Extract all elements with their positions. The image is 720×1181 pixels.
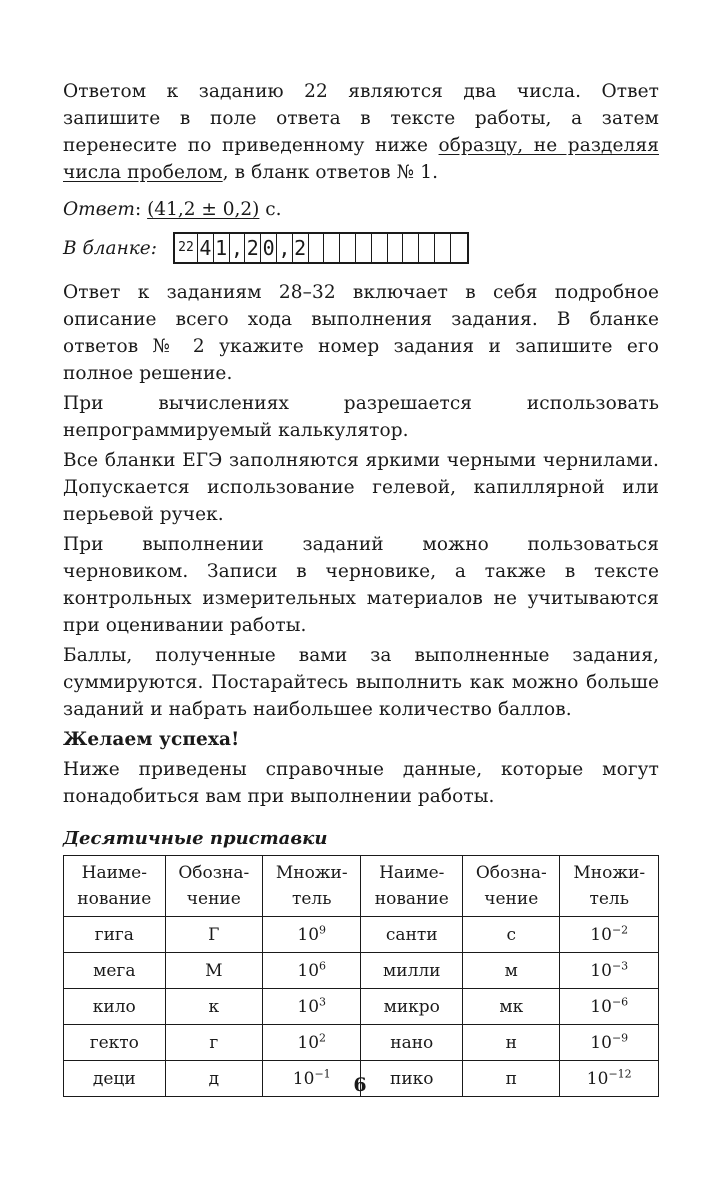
prefix-factor: $10^{-3}$ bbox=[560, 953, 659, 989]
answer-label: Ответ bbox=[63, 199, 135, 220]
task-number-cell: 22 bbox=[175, 234, 198, 262]
paragraph-ink: Все бланки ЕГЭ заполняются яркими черными чернилами. Допускается использование гелевой, капиллярной или перьевой ручек. bbox=[63, 450, 659, 525]
paragraph-detailed-answer: Ответ к заданиям 28–32 включает в себя подробное описание всего хода выполнения задания. В бланке ответов № 2 укажите номер задания и запишите его полное решение. bbox=[63, 282, 659, 384]
paragraph-calculator: При вычислениях разрешается использовать непрограммируемый калькулятор. bbox=[63, 393, 659, 441]
prefix-factor: $10^3$ bbox=[263, 989, 361, 1025]
good-luck-heading: Желаем успеха! bbox=[63, 729, 240, 750]
page-content bbox=[63, 78, 659, 1097]
prefix-name: гекто bbox=[64, 1025, 166, 1061]
prefix-symbol: мк bbox=[463, 989, 560, 1025]
answer-cell bbox=[403, 234, 419, 262]
intro-paragraph bbox=[63, 78, 659, 186]
prefix-symbol: М bbox=[165, 953, 262, 989]
answer-cell bbox=[419, 234, 435, 262]
prefix-name: санти bbox=[361, 917, 463, 953]
prefix-factor: $10^9$ bbox=[263, 917, 361, 953]
prefix-symbol: к bbox=[165, 989, 262, 1025]
answer-colon: : bbox=[134, 199, 142, 220]
prefix-symbol: н bbox=[463, 1025, 560, 1061]
prefix-symbol: с bbox=[463, 917, 560, 953]
paragraph-scores: Баллы, полученные вами за выполненные задания, суммируются. Постарайтесь выполнить как можно больше заданий и набрать наибольшее количество баллов. bbox=[63, 645, 659, 720]
answer-form-sample bbox=[63, 231, 659, 265]
prefix-name: гига bbox=[64, 917, 166, 953]
header-name-1: Наиме- нование bbox=[64, 856, 166, 917]
prefix-symbol: Г bbox=[165, 917, 262, 953]
answer-cell bbox=[451, 234, 467, 262]
decimal-prefixes-table bbox=[63, 855, 659, 1097]
prefix-symbol: д bbox=[165, 1061, 262, 1097]
prefix-factor: $10^{-12}$ bbox=[560, 1061, 659, 1097]
prefix-name: пико bbox=[361, 1061, 463, 1097]
answer-cell: 0 bbox=[261, 234, 277, 262]
prefix-name: микро bbox=[361, 989, 463, 1025]
prefix-name: кило bbox=[64, 989, 166, 1025]
header-name-2: Наиме- нование bbox=[361, 856, 463, 917]
header-factor-1: Множи- тель bbox=[263, 856, 361, 917]
answer-cells bbox=[173, 232, 469, 264]
header-symbol-2: Обозна- чение bbox=[463, 856, 560, 917]
prefix-symbol: м bbox=[463, 953, 560, 989]
blank-label: В бланке: bbox=[63, 237, 157, 259]
table-row bbox=[64, 917, 659, 953]
answer-cell bbox=[372, 234, 388, 262]
answer-line bbox=[63, 196, 659, 223]
answer-cell: 2 bbox=[293, 234, 309, 262]
answer-cell bbox=[309, 234, 325, 262]
prefix-factor: $10^{-2}$ bbox=[560, 917, 659, 953]
answer-cell: 1 bbox=[214, 234, 230, 262]
answer-value: (41,2 ± 0,2) bbox=[147, 199, 260, 220]
table-title: Десятичные приставки bbox=[63, 828, 328, 849]
answer-cell bbox=[324, 234, 340, 262]
header-symbol-1: Обозна- чение bbox=[165, 856, 262, 917]
prefix-name: деци bbox=[64, 1061, 166, 1097]
answer-unit: с. bbox=[259, 199, 282, 220]
paragraph-draft: При выполнении заданий можно пользоваться черновиком. Записи в черновике, а также в тексте контрольных измерительных материалов не учитываются при оценивании работы. bbox=[63, 534, 659, 636]
page-number: 6 bbox=[353, 1074, 367, 1096]
intro-text: Ответом к заданию 22 являются два числа. Ответ запишите в поле ответа в тексте работы, а затем перенесите по приведенному ниже bbox=[63, 81, 659, 156]
prefix-symbol: г bbox=[165, 1025, 262, 1061]
table-row bbox=[64, 989, 659, 1025]
answer-cell: , bbox=[230, 234, 246, 262]
prefix-factor: $10^6$ bbox=[263, 953, 361, 989]
table-row bbox=[64, 1025, 659, 1061]
reference-note: Ниже приведены справочные данные, которые могут понадобиться вам при выполнении работы. bbox=[63, 759, 659, 807]
table-header-row bbox=[64, 856, 659, 917]
header-factor-2: Множи- тель bbox=[560, 856, 659, 917]
prefix-factor: $10^2$ bbox=[263, 1025, 361, 1061]
prefix-factor: $10^{-1}$ bbox=[263, 1061, 361, 1097]
answer-cell bbox=[388, 234, 404, 262]
prefix-name: мега bbox=[64, 953, 166, 989]
prefix-factor: $10^{-9}$ bbox=[560, 1025, 659, 1061]
answer-cell: , bbox=[277, 234, 293, 262]
answer-cell: 2 bbox=[245, 234, 261, 262]
prefix-symbol: п bbox=[463, 1061, 560, 1097]
prefix-name: нано bbox=[361, 1025, 463, 1061]
prefix-factor: $10^{-6}$ bbox=[560, 989, 659, 1025]
answer-cell: 4 bbox=[198, 234, 214, 262]
intro-underlined-text: образцу, не разделяя числа пробелом bbox=[63, 135, 659, 183]
table-row bbox=[64, 953, 659, 989]
intro-text-end: , в бланк ответов № 1. bbox=[222, 162, 439, 183]
answer-cell bbox=[340, 234, 356, 262]
answer-cell bbox=[435, 234, 451, 262]
answer-cell bbox=[356, 234, 372, 262]
prefix-name: милли bbox=[361, 953, 463, 989]
